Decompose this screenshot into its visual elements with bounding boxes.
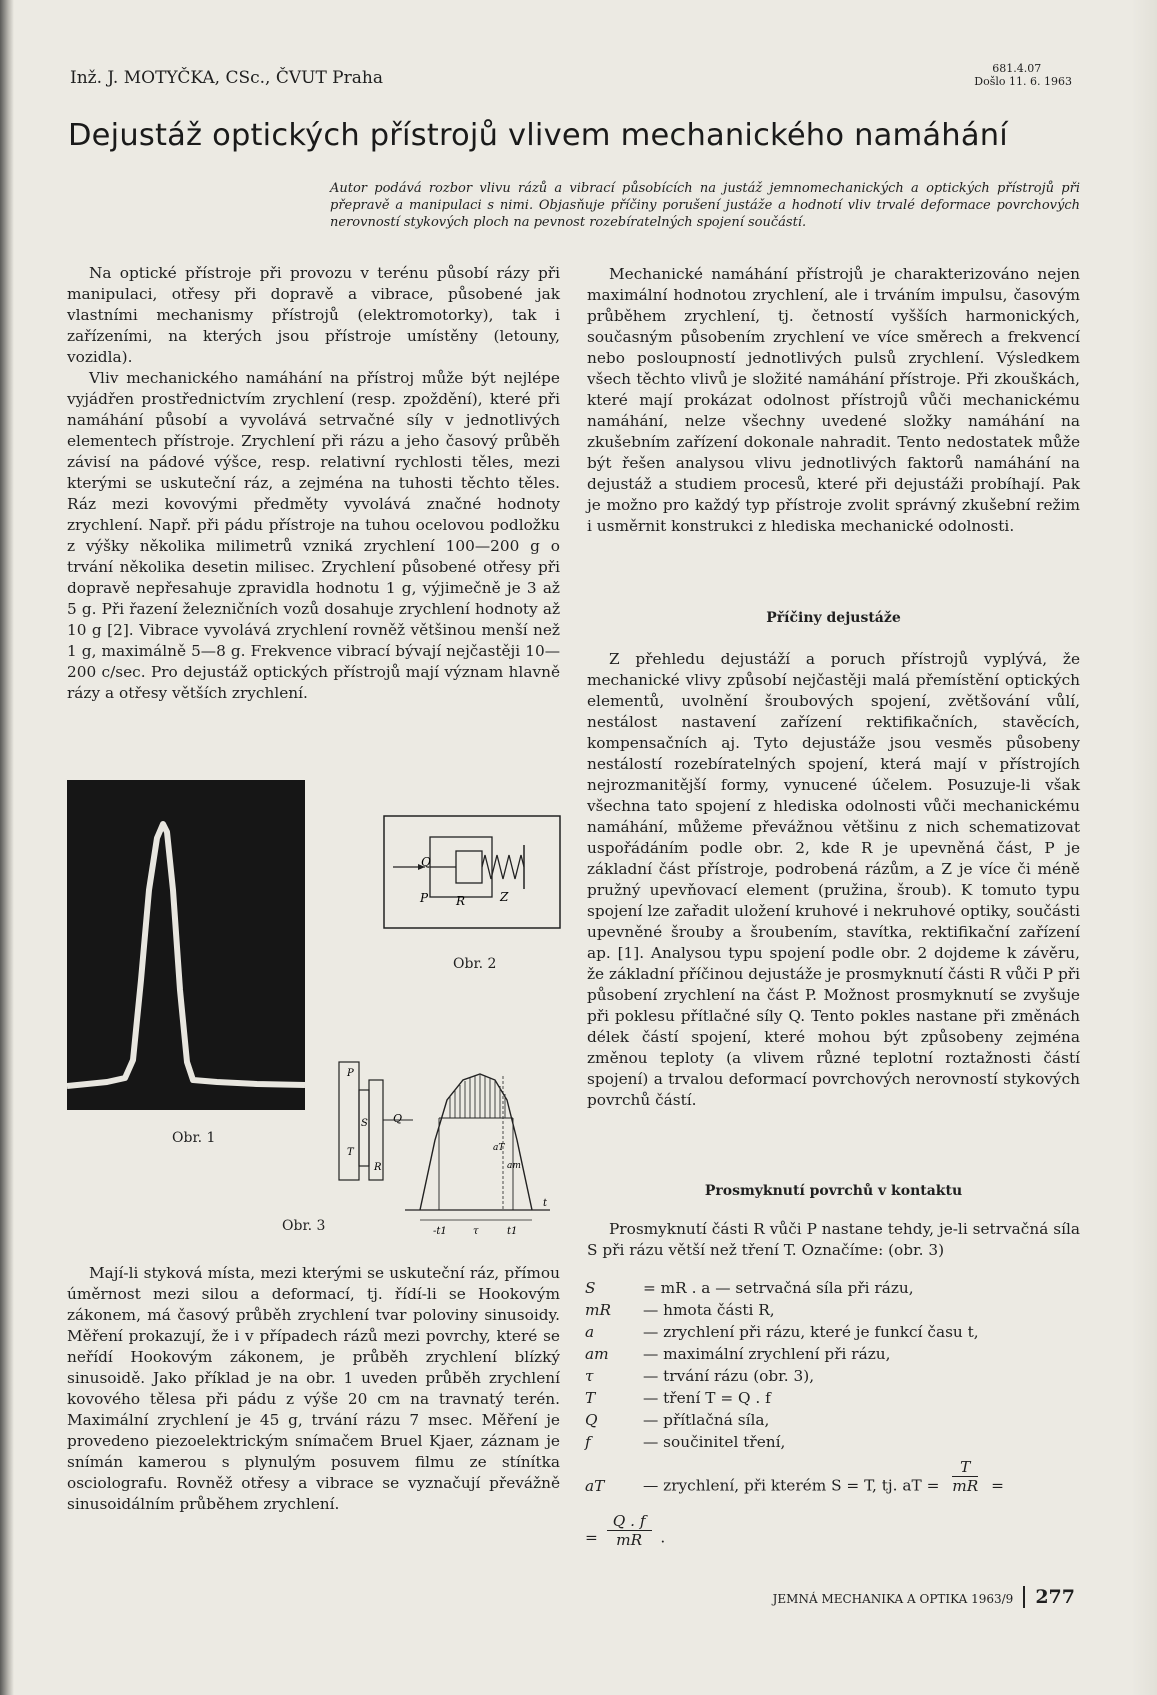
article-title: Dejustáž optických přístrojů vlivem mechanického namáhání xyxy=(68,118,1008,153)
paragraph: Vliv mechanického namáhání na přístroj může být nejlépe vyjádřen prostřednictvím zrychlení (resp. zpoždění), které při namáhání působí a vyvolává setrvačné síly v jednotlivých elementech přístroje. Zrychlení při rázu a jeho časový průběh závisí na pádové výšce, resp. relativní rychlosti těles, mezi kterými se uskuteční ráz, a zejména na tuhosti těchto těles. Ráz mezi kovovými předměty vyvolává značné hodnoty zrychlení. Např. při pádu přístroje na tuhou ocelovou podložku z výšky několika milimetrů vzniká zrychlení 100—200 g o trvání několika desetin milisec. Zrychlení působené otřesy při dopravě nepřesahuje zpravidla hodnotu 1 g, výjimečně je 3 až 5 g. Při řazení železničních vozů dosahuje zrychlení hodnoty až 10 g [2]. Vibrace vyvolává zrychlení rovněž většinou menší než 1 g, maximálně 5—8 g. Frekvence vibrací bývají nejčastěji 10—200 c/sec. Pro dejustáž optických přístrojů mají význam hlavně rázy a otřesy větších zrychlení. xyxy=(67,369,560,702)
label-P: P xyxy=(347,1068,354,1079)
figure-3-diagram xyxy=(335,1050,560,1240)
paragraph: Mají-li styková místa, mezi kterými se uskuteční ráz, přímou úměrnost mezi silou a deformací, tj. řídí-li se Hookovým zákonem, má časový průběh zrychlení tvar poloviny sinusoidy. Měření prokazují, že i v případech rázů mezi povrchy, které se neřídí Hookovým zákonem, je průběh zrychlení blízký sinusoidě. Jako příklad je na obr. 1 uveden průběh zrychlení kovového tělesa při pádu z výše 20 cm na travnatý terén. Maximální zrychlení je 45 g, trvání rázu 7 msec. Měření je provedeno piezoelektrickým snímačem Bruel Kjaer, záznam je snímán kamerou s plynulým posuvem filmu ze stínítka osciolografu. Rovněž otřesy a vibrace se vyznačují převážně sinusoidálním průběhem zrychlení. xyxy=(67,1264,560,1513)
label-R: R xyxy=(374,1162,382,1173)
label-Q: Q xyxy=(421,855,431,869)
aT-equation-line-2: = $\frac{Q . f}{mR}$ . xyxy=(585,1512,666,1549)
symbol-line: f — součinitel tření, xyxy=(585,1433,786,1451)
figure-2-diagram xyxy=(383,815,563,930)
figure-3-caption: Obr. 3 xyxy=(282,1218,326,1234)
symbol-line: T — tření T = Q . f xyxy=(585,1389,771,1407)
label-P: P xyxy=(420,891,429,905)
column-right xyxy=(587,264,1080,537)
paragraph: Mechanické namáhání přístrojů je charakterizováno nejen maximální hodnotou zrychlení, ale i trváním impulsu, časovým průběhem zrychlení, tj. četností vyšších harmonických, současným působením zrychlení ve více směrech a frekvencí nebo posloupností jednotlivých pulsů zrychlení. Výsledkem všech těchto vlivů je složité namáhání přístroje. Při zkouškách, které mají prokázat odolnost přístrojů vůči mechanickému namáhání, nelze všechny uvedené složky namáhání na zkušebním zařízení dokonale nahradit. Tento nedostatek může být řešen analysou vlivu jednotlivých faktorů namáhání na dejustáž a studiem procesů, které při dejustáži probíhají. Pak je možno pro každý typ přístroje zvolit správný zkušební režim i usměrnit konstrukci z hlediska mechanické odolnosti. xyxy=(587,265,1080,535)
paragraph: Na optické přístroje při provozu v terénu působí rázy při manipulaci, otřesy při dopravě a vibrace, působené jak vlastními mechanismy přístrojů (elektromotorky), tak i zařízeními, na kterých jsou přístroje umístěny (letouny, vozidla). xyxy=(67,264,560,366)
column-right-mid xyxy=(587,649,1080,1111)
label-Z: Z xyxy=(500,890,509,904)
page-number: 277 xyxy=(1023,1586,1075,1608)
udc-block xyxy=(974,62,1072,88)
label-S: S xyxy=(361,1118,368,1129)
author-line: Inž. J. MOTYČKA, CSc., ČVUT Praha xyxy=(70,68,383,88)
scan-binding-shadow xyxy=(0,0,14,1695)
symbol-line: a — zrychlení při rázu, které je funkcí času t, xyxy=(585,1323,979,1341)
figure-1-caption: Obr. 1 xyxy=(172,1130,216,1146)
abstract: Autor podává rozbor vlivu rázů a vibrací působících na justáž jemnomechanických a optických přístrojů při přepravě a manipulaci s nimi. Objasňuje příčiny porušení justáže a hodnotí vliv trvalé deformace povrchových nerovností stykových ploch na pevnost rozebíratelných spojení součástí. xyxy=(330,181,1080,230)
journal-name: JEMNÁ MECHANIKA A OPTIKA 1963/9 xyxy=(772,1592,1014,1606)
label-t: t xyxy=(543,1198,548,1209)
label-t1: t1 xyxy=(507,1226,518,1237)
symbol-line: mR — hmota části R, xyxy=(585,1301,775,1319)
figure-3-drawing xyxy=(335,1050,560,1240)
symbol-line: Q — přítlačná síla, xyxy=(585,1411,770,1429)
paragraph: Prosmyknutí části R vůči P nastane tehdy, je-li setrvačná síla S při rázu větší než tření T. Označíme: (obr. 3) xyxy=(587,1220,1080,1259)
label-aT: aT xyxy=(493,1143,505,1153)
figure-2-drawing xyxy=(383,815,563,930)
fraction: $\frac{Q . f}{mR}$ xyxy=(607,1512,652,1549)
column-left-bottom xyxy=(67,1263,560,1515)
label-am: am xyxy=(507,1161,521,1171)
figure-1-trace xyxy=(67,780,305,1110)
label-T: T xyxy=(347,1147,354,1158)
section-heading: Prosmyknutí povrchů v kontaktu xyxy=(704,1183,963,1199)
figure-1-oscillogram xyxy=(67,780,305,1110)
symbol-line: τ — trvání rázu (obr. 3), xyxy=(585,1367,815,1385)
symbol-line: am — maximální zrychlení při rázu, xyxy=(585,1345,891,1363)
figure-2-caption: Obr. 2 xyxy=(453,956,497,972)
label-t1-neg: -t1 xyxy=(433,1226,447,1237)
symbol-line: S = mR . a — setrvačná síla při rázu, xyxy=(585,1279,914,1297)
received-date: Došlo 11. 6. 1963 xyxy=(974,75,1072,88)
column-right-low xyxy=(587,1219,1080,1261)
udc-code: 681.4.07 xyxy=(992,62,1042,75)
section-heading: Příčiny dejustáže xyxy=(766,610,901,626)
paragraph: Z přehledu dejustáží a poruch přístrojů vyplývá, že mechanické vlivy způsobí nejčastěji malá přemístění optických elementů, uvolnění šroubových spojení, zvětšování vůlí, nestálost nastavení zařízení rektifikačních, stavěcích, kompensačních aj. Tyto dejustáže jsou vesměs působeny nestálostí rozebíratelných spojení, která mají v přístrojích nejrozmanitější formy, vynucené účelem. Posuzuje-li však všechna tato spojení z hlediska odolnosti vůči mechanickému namáhání, můžeme převážnou většinu z nich schematizovat uspořádáním podle obr. 2, kde R je upevněná část, P je základní část přístroje, podrobená rázům, a Z je více či méně pružný upevňovací element (pružina, šroub). K tomuto typu spojení lze zařadit uložení kruhové i nekruhové optiky, součásti upevněné šrouby a šroubením, stavítka, rektifikační zařízení ap. [1]. Analysou typu spojení podle obr. 2 dojdeme k závěru, že základní příčinou dejustáže je prosmyknutí části R vůči P při působení zrychlení na část P. Možnost prosmyknutí se zvyšuje při poklesu přítlačné síly Q. Tento pokles nastane při změnách délek částí spojení, které mohou být způsobeny zejména změnou teploty (a vlivem různé teplotní roztažnosti částí spojení) a trvalou deformací povrchových nerovností stykových povrchů částí. xyxy=(587,650,1080,1109)
aT-equation-line: aT — zrychlení, při kterém S = T, tj. aT = $\frac{T}{mR}$ = xyxy=(585,1458,1004,1495)
page-footer xyxy=(773,1586,1075,1608)
scan-edge-shadow xyxy=(1131,0,1157,1695)
label-tau: τ xyxy=(473,1226,479,1237)
fraction: $\frac{T}{mR}$ xyxy=(952,1458,979,1495)
label-Q: Q xyxy=(393,1112,403,1125)
column-left-top xyxy=(67,263,560,704)
label-R: R xyxy=(456,894,466,908)
